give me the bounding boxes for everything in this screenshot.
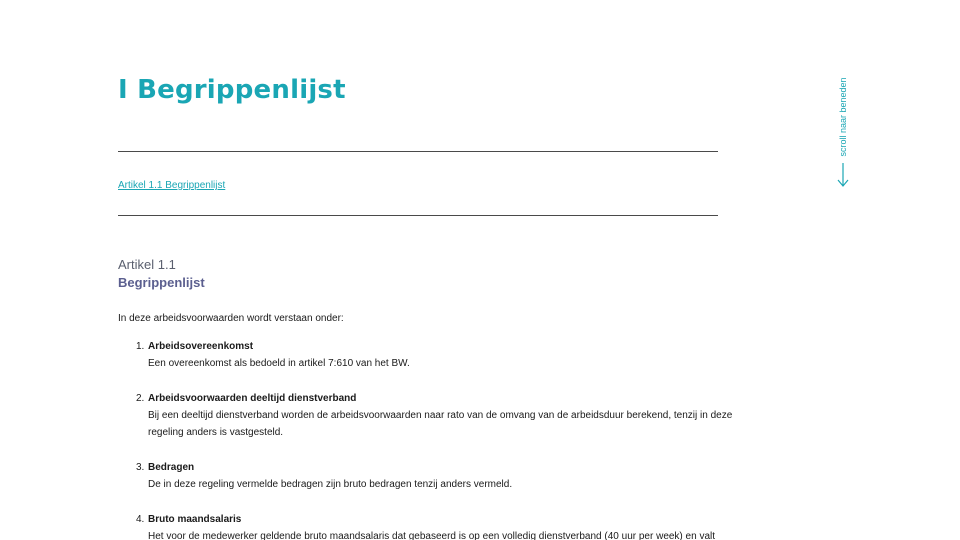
term-number: 3. — [136, 462, 145, 473]
term-description: Een overeenkomst als bedoeld in artikel 7:610 van het BW. — [148, 358, 410, 369]
term-list — [136, 338, 756, 540]
divider-bottom — [118, 215, 718, 216]
article-number: Artikel 1.1 — [118, 257, 176, 272]
term-item — [136, 338, 756, 372]
article-intro: In deze arbeidsvoorwaarden wordt verstaan onder: — [118, 313, 344, 324]
term-number: 1. — [136, 341, 145, 352]
scroll-down-hint[interactable] — [832, 74, 854, 190]
term-number: 2. — [136, 393, 145, 404]
scroll-hint-label: scroll naar beneden — [838, 77, 848, 157]
term-item — [136, 459, 756, 493]
term-description: Het voor de medewerker geldende bruto maandsalaris dat gebaseerd is op een volledig dienstverband (40 uur per week) en valt — [148, 531, 716, 540]
term-number: 4. — [136, 514, 145, 525]
term-description: De in deze regeling vermelde bedragen zijn bruto bedragen tenzij anders vermeld. — [148, 479, 513, 490]
toc-link-artikel-1-1[interactable]: Artikel 1.1 Begrippenlijst — [118, 180, 226, 191]
arrow-down-icon — [836, 162, 850, 188]
term-title: Bedragen — [148, 462, 195, 473]
article-title: Begrippenlijst — [118, 275, 205, 290]
term-description: Bij een deeltijd dienstverband worden de arbeidsvoorwaarden naar rato van de omvang van de arbeidsduur berekend, tenzij in deze regeling anders is vastgesteld. — [148, 410, 733, 438]
term-title: Arbeidsovereenkomst — [148, 341, 254, 352]
term-title: Arbeidsvoorwaarden deeltijd dienstverband — [148, 393, 357, 404]
term-item — [136, 390, 756, 441]
term-item — [136, 511, 756, 540]
page-title: I Begrippenlijst — [118, 75, 346, 105]
divider-top — [118, 151, 718, 152]
term-title: Bruto maandsalaris — [148, 514, 242, 525]
